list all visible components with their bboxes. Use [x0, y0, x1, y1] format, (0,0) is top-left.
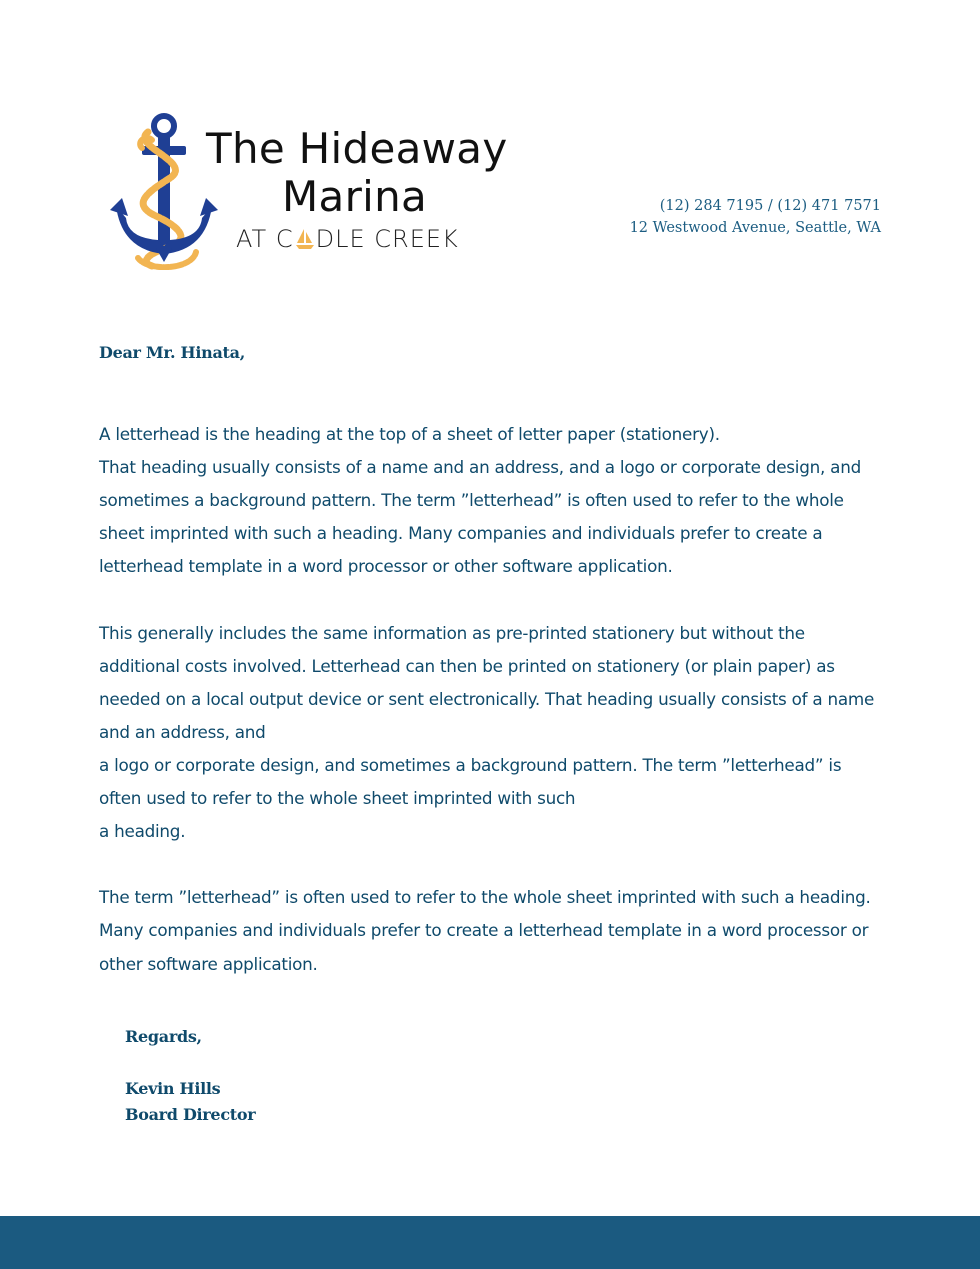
letter-body	[99, 418, 899, 981]
body-line: letterhead template in a word processor or other software application.	[99, 556, 673, 577]
brand-tagline-suffix: DLE CREEK	[315, 225, 459, 253]
brand-name-line1: The Hideaway	[206, 124, 508, 173]
contact-address: 12 Westwood Avenue, Seattle, WA	[629, 220, 881, 236]
body-line: other software application.	[99, 953, 318, 974]
closing: Regards,	[125, 1027, 202, 1046]
brand-name-line2: Marina	[282, 172, 428, 221]
body-line: and an address, and	[99, 721, 266, 742]
brand-tagline	[236, 224, 459, 254]
body-line: This generally includes the same information as pre-printed stationery but without the	[99, 622, 805, 643]
body-line: sheet imprinted with such a heading. Many companies and individuals prefer to create a	[99, 523, 823, 544]
body-line: The term ”letterhead” is often used to refer to the whole sheet imprinted with such a heading.	[99, 887, 871, 908]
body-line: often used to refer to the whole sheet imprinted with such	[99, 788, 576, 809]
salutation: Dear Mr. Hinata,	[99, 343, 245, 362]
contact-phones: (12) 284 7195 / (12) 471 7571	[659, 198, 881, 214]
brand-tagline-prefix: AT C	[236, 225, 294, 253]
signer-name: Kevin Hills	[125, 1079, 221, 1098]
body-line: needed on a local output device or sent electronically. That heading usually consists of a name	[99, 688, 875, 709]
contact-block	[630, 195, 881, 239]
body-line: That heading usually consists of a name and an address, and a logo or corporate design, and	[99, 457, 861, 478]
body-line: additional costs involved. Letterhead can then be printed on stationery (or plain paper) as	[99, 655, 835, 676]
signoff-block	[125, 1024, 255, 1128]
body-line: sometimes a background pattern. The term ”letterhead” is often used to refer to the whole	[99, 490, 844, 511]
body-line: A letterhead is the heading at the top of a sheet of letter paper (stationery).	[99, 424, 720, 444]
sailboat-icon	[295, 228, 315, 250]
signer-title: Board Director	[125, 1105, 256, 1124]
body-line: Many companies and individuals prefer to create a letterhead template in a word processor or	[99, 920, 869, 941]
anchor-icon	[108, 112, 220, 270]
footer-bar	[0, 1216, 980, 1269]
body-line: a heading.	[99, 821, 186, 842]
company-logo	[108, 112, 508, 272]
body-line: a logo or corporate design, and sometimes a background pattern. The term ”letterhead” is	[99, 754, 842, 775]
